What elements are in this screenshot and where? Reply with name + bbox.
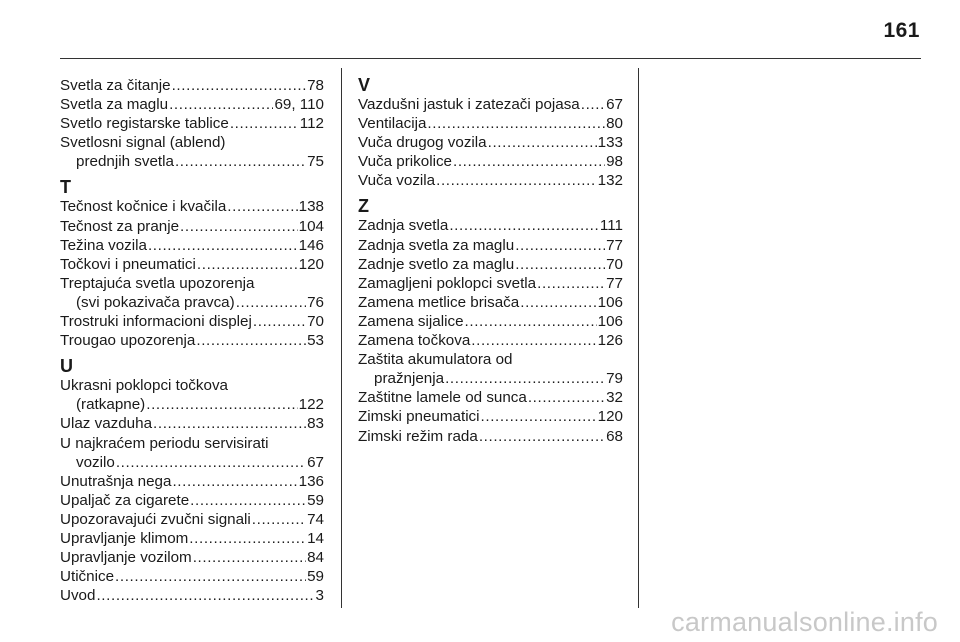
dot-leader: [193, 548, 306, 567]
entry-page-ref: 69, 110: [274, 96, 324, 114]
index-entry: [358, 255, 623, 274]
entry-page-ref: 67: [606, 96, 623, 113]
entry-page-ref: 138: [298, 198, 324, 216]
index-entry: [60, 236, 324, 255]
entry-title: Trostruki informacioni displej: [60, 313, 252, 331]
index-entry: [60, 510, 324, 529]
index-entry: [358, 274, 623, 293]
index-entry: [358, 95, 623, 114]
index-entry: [60, 491, 324, 510]
dot-leader: [252, 510, 306, 529]
header-rule: [60, 58, 921, 59]
index-entry: [60, 331, 324, 350]
entry-page-ref: 76: [307, 293, 324, 311]
entry-page-ref: 14: [307, 529, 324, 547]
entry-page-ref: 32: [606, 389, 623, 407]
entry-title: Svetlosni signal (ablend): [60, 134, 226, 152]
entry-title: Zimski režim rada: [358, 427, 478, 445]
index-entry: [358, 350, 623, 388]
entry-page-ref: 79: [606, 370, 623, 388]
entry-title: Zamena metlice brisača: [358, 293, 520, 311]
entry-page-ref: 75: [307, 153, 324, 171]
entry-page-ref: 84: [307, 549, 324, 567]
entry-title: Zamena sijalice: [358, 312, 464, 330]
dot-leader: [581, 95, 605, 114]
entry-page-ref: 70: [307, 313, 324, 331]
index-entry: [358, 407, 623, 426]
entry-title: U najkraćem periodu servisirati: [60, 434, 269, 452]
entry-title-continued: pražnjenja: [374, 370, 445, 388]
dot-leader: [515, 255, 605, 274]
entry-page-ref: 126: [597, 332, 623, 350]
index-entry: [60, 414, 324, 433]
index-entry: [60, 472, 324, 491]
index-entry: [60, 114, 324, 133]
index-entry: [60, 434, 324, 472]
dot-leader: [453, 152, 605, 171]
entry-title: Utičnice: [60, 568, 115, 586]
entry-title: Uvod: [60, 587, 96, 605]
dot-leader: [227, 197, 297, 216]
entry-title: Upravljanje vozilom: [60, 549, 192, 567]
dot-leader: [445, 369, 605, 388]
dot-leader: [169, 95, 273, 114]
entry-title: Vuča prikolice: [358, 153, 452, 171]
dot-leader: [148, 236, 298, 255]
section-letter: U: [60, 356, 73, 377]
entry-title: Trougao upozorenja: [60, 332, 196, 350]
dot-leader: [189, 529, 306, 548]
entry-title: Tečnost kočnice i kvačila: [60, 198, 227, 216]
index-entry: [60, 376, 324, 414]
dot-leader: [197, 255, 298, 274]
index-entry: [60, 76, 324, 95]
index-entry: [358, 331, 623, 350]
dot-leader: [449, 216, 599, 235]
index-entry: [358, 114, 623, 133]
index-entry: [358, 312, 623, 331]
entry-title: Zamena točkova: [358, 332, 471, 350]
index-entry: [60, 274, 324, 312]
column-divider-1: [341, 68, 342, 608]
dot-leader: [427, 114, 605, 133]
index-entry: [60, 567, 324, 586]
entry-page-ref: 106: [597, 293, 623, 311]
entry-title: Unutrašnja nega: [60, 472, 172, 490]
index-entry: [60, 312, 324, 331]
dot-leader: [115, 567, 306, 586]
entry-page-ref: 83: [307, 415, 324, 433]
entry-page-ref: 3: [315, 587, 324, 605]
index-entry: [358, 388, 623, 407]
entry-title-continued: (svi pokazivača pravca): [76, 293, 235, 311]
entry-title: Vuča drugog vozila: [358, 134, 487, 152]
dot-leader: [436, 171, 597, 190]
entry-title: Zamagljeni poklopci svetla: [358, 274, 537, 292]
entry-title: Ulaz vazduha: [60, 415, 153, 433]
entry-page-ref: 133: [597, 134, 623, 152]
dot-leader: [180, 217, 298, 236]
entry-page-ref: 53: [307, 332, 324, 350]
entry-page-ref: 80: [606, 115, 623, 133]
dot-leader: [479, 427, 605, 446]
dot-leader: [96, 586, 314, 605]
entry-title-continued: (ratkapne): [76, 396, 146, 414]
index-entry: [358, 236, 623, 255]
entry-page-ref: 77: [606, 274, 623, 292]
index-entry: [358, 133, 623, 152]
dot-leader: [153, 414, 306, 433]
dot-leader: [116, 453, 306, 472]
dot-leader: [528, 388, 605, 407]
index-entry: [60, 217, 324, 236]
index-entry: [358, 171, 623, 190]
entry-page-ref: 78: [307, 77, 324, 94]
dot-leader: [196, 331, 306, 350]
watermark: carmanualsonline.info: [671, 607, 938, 637]
entry-page-ref: 122: [298, 396, 324, 414]
entry-title: Vazdušni jastuk i zatezači pojasa: [358, 96, 580, 113]
dot-leader: [537, 274, 605, 293]
entry-title: Svetla za maglu: [60, 96, 169, 114]
entry-page-ref: 146: [298, 236, 324, 254]
entry-title: Zimski pneumatici: [358, 408, 480, 426]
entry-title: Upravljanje klimom: [60, 529, 189, 547]
entry-page-ref: 68: [606, 427, 623, 445]
entry-title: Ventilacija: [358, 115, 427, 133]
entry-title-continued: vozilo: [76, 453, 115, 471]
index-entry: [60, 529, 324, 548]
dot-leader: [146, 395, 297, 414]
dot-leader: [465, 312, 597, 331]
index-entry: [358, 152, 623, 171]
dot-leader: [471, 331, 596, 350]
index-column-2: [358, 76, 623, 446]
index-entry: [60, 255, 324, 274]
entry-title: Upaljač za cigarete: [60, 491, 190, 509]
page-number: 161: [883, 19, 920, 42]
entry-page-ref: 104: [298, 217, 324, 235]
entry-title: Zaštita akumulatora od: [358, 351, 513, 369]
entry-title: Vuča vozila: [358, 172, 436, 190]
entry-page-ref: 112: [299, 115, 324, 133]
entry-page-ref: 74: [307, 510, 324, 528]
entry-page-ref: 106: [597, 312, 623, 330]
section-letter: T: [60, 177, 71, 198]
dot-leader: [190, 491, 306, 510]
dot-leader: [520, 293, 596, 312]
index-entry: [60, 548, 324, 567]
index-column-1: [60, 76, 324, 605]
entry-title: Zadnje svetlo za maglu: [358, 255, 515, 273]
index-entry: [60, 586, 324, 605]
column-divider-2: [638, 68, 639, 608]
entry-title: Svetla za čitanje: [60, 77, 171, 94]
entry-title: Ukrasni poklopci točkova: [60, 377, 228, 395]
entry-page-ref: 120: [597, 408, 623, 426]
entry-page-ref: 120: [298, 255, 324, 273]
entry-page-ref: 70: [606, 255, 623, 273]
entry-page-ref: 59: [307, 568, 324, 586]
dot-leader: [488, 133, 597, 152]
index-entry: [60, 95, 324, 114]
entry-title: Zadnja svetla za maglu: [358, 236, 515, 254]
entry-title: Svetlo registarske tablice: [60, 115, 229, 133]
section-letter: Z: [358, 196, 369, 217]
entry-page-ref: 98: [606, 153, 623, 171]
entry-page-ref: 136: [298, 472, 324, 490]
dot-leader: [230, 114, 299, 133]
dot-leader: [515, 236, 605, 255]
entry-title-continued: prednjih svetla: [76, 153, 174, 171]
dot-leader: [172, 472, 297, 491]
dot-leader: [175, 152, 306, 171]
entry-page-ref: 67: [307, 453, 324, 471]
section-letter: V: [358, 75, 371, 95]
dot-leader: [481, 407, 597, 426]
index-entry: [358, 427, 623, 446]
dot-leader: [236, 293, 306, 312]
entry-page-ref: 77: [606, 236, 623, 254]
entry-title: Zadnja svetla: [358, 217, 449, 235]
entry-title: Tečnost za pranje: [60, 217, 180, 235]
entry-title: Upozoravajući zvučni signali: [60, 510, 251, 528]
index-entry: [358, 293, 623, 312]
dot-leader: [172, 76, 307, 95]
index-entry: [358, 216, 623, 235]
entry-page-ref: 59: [307, 491, 324, 509]
entry-title: Točkovi i pneumatici: [60, 255, 196, 273]
entry-title: Težina vozila: [60, 236, 147, 254]
entry-page-ref: 111: [599, 217, 623, 235]
index-entry: [60, 133, 324, 171]
dot-leader: [253, 312, 306, 331]
entry-title: Zaštitne lamele od sunca: [358, 389, 527, 407]
index-entry: [60, 197, 324, 216]
entry-title: Treptajuća svetla upozorenja: [60, 274, 255, 292]
entry-page-ref: 132: [597, 172, 623, 190]
